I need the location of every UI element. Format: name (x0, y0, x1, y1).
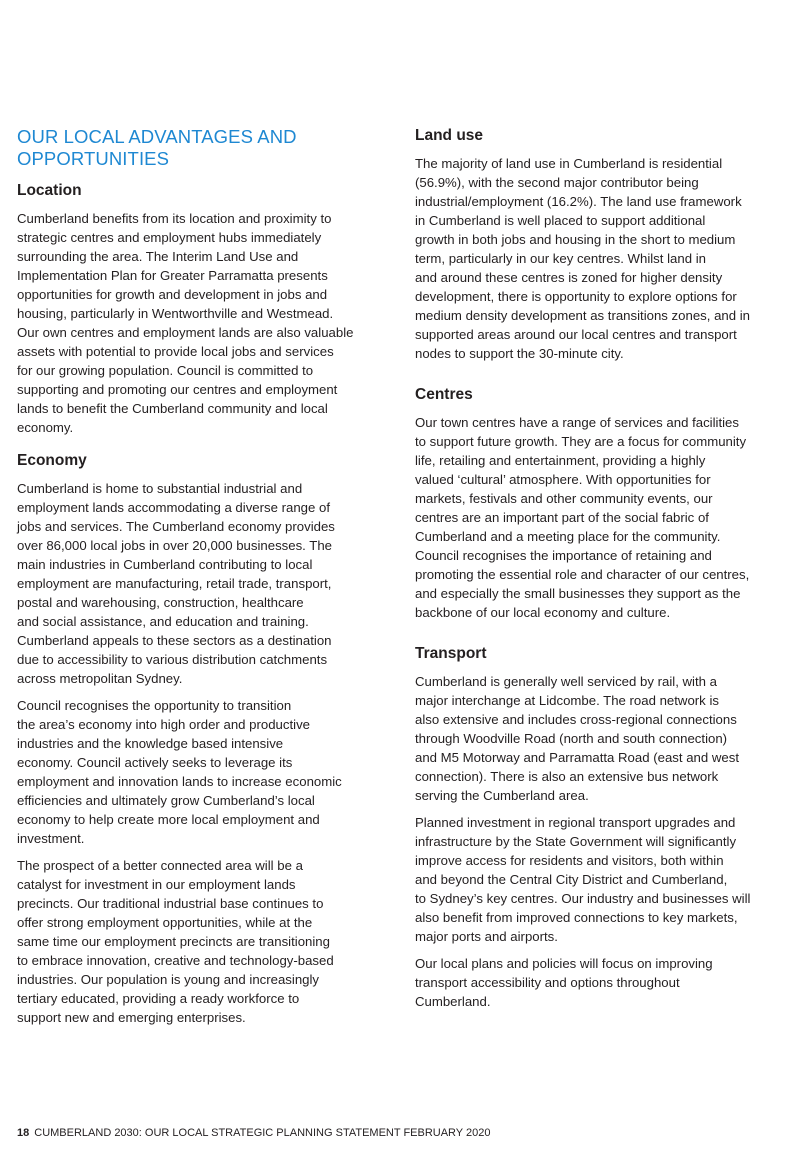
page-title: OUR LOCAL ADVANTAGES AND OPPORTUNITIES (17, 126, 297, 169)
section-centres (415, 385, 785, 622)
section-heading-centres: Centres (415, 386, 473, 403)
footer-text: CUMBERLAND 2030: OUR LOCAL STRATEGIC PLANNING STATEMENT FEBRUARY 2020 (34, 1127, 491, 1139)
left-column (17, 126, 389, 1041)
centres-paragraph-1: Our town centres have a range of services and facilities to support future growth. They are a focus for community life, retailing and entertainment, providing a highly valued ‘cultural’ atmosphere. With opportunities for markets, festivals and other community events, our centres are an important part of the social fabric of Cumberland and a meeting place for the community. Council recognises the importance of retaining and promoting the essential role and character of our centres, and especially the small businesses they support as the backbone of our local economy and culture. (415, 415, 750, 620)
transport-paragraph-2: Planned investment in regional transport upgrades and infrastructure by the State Government will significantly improve access for residents and visitors, both within and beyond the Central City District and Cumberland, to Sydney’s key centres. Our industry and businesses will also benefit from improved connections to key markets, major ports and airports. (415, 815, 751, 944)
economy-paragraph-3: The prospect of a better connected area will be a catalyst for investment in our employment lands precincts. Our traditional industrial base continues to offer strong employment opportunities, while at the same time our employment precincts are transitioning to embrace innovation, creative and technology-based industries. Our population is young and increasingly tertiary educated, providing a ready workforce to support new and emerging enterprises. (17, 858, 334, 1025)
transport-paragraph-3: Our local plans and policies will focus on improving transport accessibility and options throughout Cumberland. (415, 956, 713, 1009)
economy-paragraph-1: Cumberland is home to substantial industrial and employment lands accommodating a diverse range of jobs and services. The Cumberland economy provides over 86,000 local jobs in over 20,000 businesses. The main industries in Cumberland contributing to local employment are manufacturing, retail trade, transport, postal and warehousing, construction, healthcare and social assistance, and education and training. Cumberland appeals to these sectors as a destination due to accessibility to various distribution catchments across metropolitan Sydney. (17, 481, 335, 686)
economy-paragraph-2: Council recognises the opportunity to transition the area’s economy into high order and productive industries and the knowledge based intensive economy. Council actively seeks to leverage its employment and innovation lands to increase economic efficiencies and ultimately grow Cumberland’s local economy to help create more local employment and investment. (17, 698, 342, 846)
section-heading-economy: Economy (17, 452, 87, 469)
section-location (17, 181, 389, 437)
location-paragraph-1: Cumberland benefits from its location and proximity to strategic centres and employment hubs immediately surrounding the area. The Interim Land Use and Implementation Plan for Greater Parramatta presents opportunities for growth and development in jobs and housing, particularly in Wentworthville and Westmead. Our own centres and employment lands are also valuable assets with potential to provide local jobs and services for our growing population. Council is committed to supporting and promoting our centres and employment lands to benefit the Cumberland community and local economy. (17, 211, 354, 435)
right-column (415, 126, 785, 1033)
land-use-paragraph-1: The majority of land use in Cumberland is residential (56.9%), with the second major contributor being industrial/employment (16.2%). The land use framework in Cumberland is well placed to support additional growth in both jobs and housing in the short to medium term, particularly in our key centres. Whilst land in and around these centres is zoned for higher density development, there is opportunity to explore options for medium density development as transitions zones, and in supported areas around our local centres and transport nodes to support the 30-minute city. (415, 156, 750, 361)
section-economy (17, 451, 389, 1027)
section-transport (415, 644, 785, 1011)
transport-paragraph-1: Cumberland is generally well serviced by rail, with a major interchange at Lidcombe. The road network is also extensive and includes cross-regional connections through Woodville Road (north and south connection) and M5 Motorway and Parramatta Road (east and west connection). There is also an extensive bus network serving the Cumberland area. (415, 674, 739, 803)
section-heading-transport: Transport (415, 645, 487, 662)
section-heading-land-use: Land use (415, 127, 484, 144)
page-number: 18 (17, 1127, 30, 1139)
section-land-use (415, 126, 785, 363)
section-heading-location: Location (17, 182, 82, 199)
page-footer (17, 1127, 490, 1139)
